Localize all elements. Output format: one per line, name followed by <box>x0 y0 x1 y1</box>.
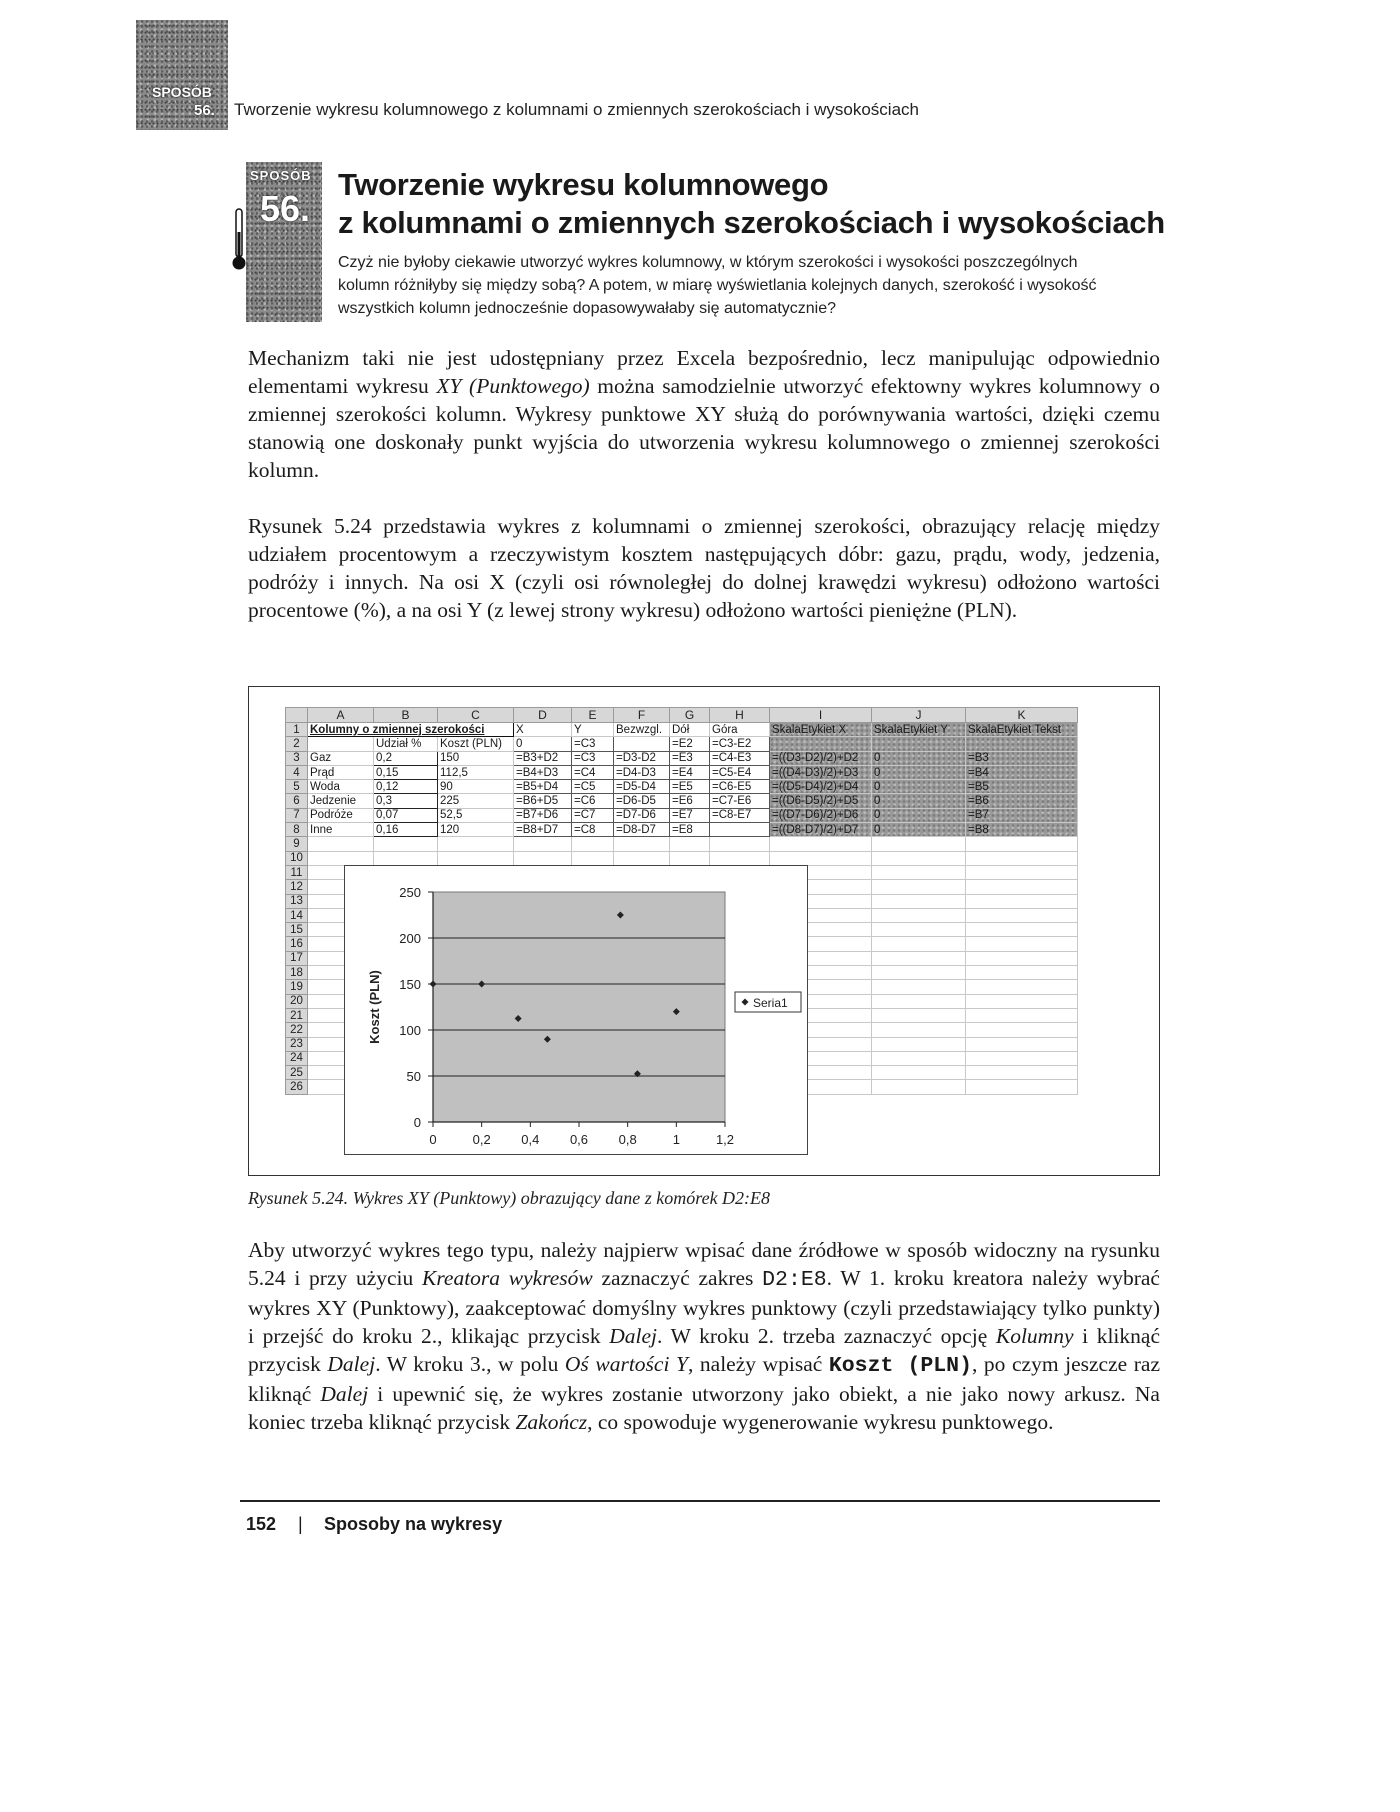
cell[interactable]: Podróże <box>308 808 374 822</box>
cell[interactable] <box>614 837 670 851</box>
cell[interactable] <box>872 1023 966 1037</box>
table-row <box>286 780 1078 794</box>
cell[interactable]: =B8+D7 <box>514 823 572 837</box>
cell[interactable] <box>374 851 438 865</box>
y-tick-label: 50 <box>406 1069 421 1084</box>
column-header-j[interactable]: J <box>872 708 966 723</box>
table-row <box>286 837 1078 851</box>
cell[interactable]: =C7 <box>572 808 614 822</box>
cell[interactable] <box>872 937 966 951</box>
cell[interactable] <box>872 837 966 851</box>
p3-em3: Kolumny <box>995 1324 1074 1348</box>
cell[interactable] <box>966 980 1078 994</box>
cell[interactable] <box>966 1051 1078 1065</box>
paragraph-1 <box>248 344 1160 484</box>
y-tick-label: 250 <box>399 885 421 900</box>
cell[interactable]: =E3 <box>670 751 710 765</box>
cell[interactable]: Koszt (PLN) <box>438 737 514 751</box>
cell[interactable]: =B5 <box>966 780 1078 794</box>
header-badge-label: SPOSÓB <box>152 84 212 100</box>
cell[interactable] <box>438 851 514 865</box>
column-header-h[interactable]: H <box>710 708 770 723</box>
column-header-g[interactable]: G <box>670 708 710 723</box>
row-header[interactable]: 2 <box>286 737 308 751</box>
row-header[interactable]: 22 <box>286 1023 308 1037</box>
cell[interactable]: 120 <box>438 823 514 837</box>
p3-t5: i kliknąć przycisk <box>248 1324 1160 1376</box>
cell[interactable] <box>614 851 670 865</box>
cell[interactable] <box>872 951 966 965</box>
cell[interactable]: =C5 <box>572 780 614 794</box>
cell[interactable] <box>966 951 1078 965</box>
row-header[interactable]: 16 <box>286 937 308 951</box>
y-tick-label: 0 <box>413 1115 421 1130</box>
cell[interactable]: =C3 <box>572 737 614 751</box>
table-row <box>286 723 1078 737</box>
p3-t9: i upewnić się, że wykres zostanie utworzony jako obiekt, a nie jako nowy arkusz. Na koniec trzeba kliknąć przycisk <box>248 1382 1160 1434</box>
cell[interactable]: =E2 <box>670 737 710 751</box>
cell[interactable] <box>966 880 1078 894</box>
page-number: 152 <box>246 1514 277 1534</box>
cell[interactable]: Inne <box>308 823 374 837</box>
cell[interactable]: =C6-E5 <box>710 780 770 794</box>
cell[interactable]: =E7 <box>670 808 710 822</box>
cell[interactable] <box>966 966 1078 980</box>
cell[interactable]: =C3 <box>572 751 614 765</box>
cell[interactable] <box>966 994 1078 1008</box>
cell[interactable]: 90 <box>438 780 514 794</box>
p3-em7: Zakończ <box>515 1410 588 1434</box>
p3-em1: Kreatora wykresów <box>422 1266 593 1290</box>
cell[interactable]: 0,2 <box>374 751 438 765</box>
row-header[interactable]: 17 <box>286 951 308 965</box>
figure-caption: Rysunek 5.24. Wykres XY (Punktowy) obrazujący dane z komórek D2:E8 <box>248 1188 771 1208</box>
y-tick-label: 200 <box>399 931 421 946</box>
cell[interactable]: =((D5-D4)/2)+D4 <box>770 780 872 794</box>
p3-t8: , po czym jeszcze raz kliknąć <box>248 1352 1160 1406</box>
x-tick-label: 0 <box>429 1132 437 1147</box>
section-badge <box>246 162 322 322</box>
cell[interactable]: =C8 <box>572 823 614 837</box>
cell[interactable]: =D4-D3 <box>614 765 670 779</box>
cell[interactable] <box>308 737 374 751</box>
table-row <box>286 765 1078 779</box>
cell[interactable] <box>872 923 966 937</box>
cell[interactable] <box>710 851 770 865</box>
legend-label: Seria1 <box>753 996 788 1010</box>
cell[interactable]: =D5-D4 <box>614 780 670 794</box>
cell[interactable]: SkalaEtykiet Tekst <box>966 723 1078 737</box>
cell[interactable]: X <box>514 723 572 737</box>
cell[interactable] <box>710 823 770 837</box>
cell[interactable]: 150 <box>438 751 514 765</box>
p3-t4: . W kroku 2. trzeba zaznaczyć opcję <box>657 1324 996 1348</box>
cell[interactable]: 0,16 <box>374 823 438 837</box>
running-title: Tworzenie wykresu kolumnowego z kolumnami o zmiennych szerokościach i wysokościach <box>234 100 919 119</box>
paragraph-3 <box>248 1236 1160 1436</box>
row-header[interactable]: 25 <box>286 1066 308 1080</box>
cell[interactable] <box>572 851 614 865</box>
p3-em2: Dalej <box>609 1324 657 1348</box>
row-header[interactable]: 12 <box>286 880 308 894</box>
column-header-b[interactable]: B <box>374 708 438 723</box>
book-title: Sposoby na wykresy <box>324 1514 503 1534</box>
cell[interactable] <box>966 851 1078 865</box>
row-header[interactable]: 10 <box>286 851 308 865</box>
cell[interactable] <box>872 1037 966 1051</box>
cell[interactable] <box>966 923 1078 937</box>
cell[interactable] <box>770 851 872 865</box>
cell[interactable]: =((D4-D3)/2)+D3 <box>770 765 872 779</box>
cell[interactable] <box>710 837 770 851</box>
cell[interactable]: Gaz <box>308 751 374 765</box>
cell[interactable] <box>872 1066 966 1080</box>
cell[interactable]: 112,5 <box>438 765 514 779</box>
row-header[interactable]: 5 <box>286 780 308 794</box>
cell[interactable] <box>308 837 374 851</box>
intro-line1: Czyż nie byłoby ciekawie utworzyć wykres kolumnowy, w którym szerokości i wysokości poszczególnych <box>338 254 1078 271</box>
p1-text-b: można samodzielnie utworzyć efektowny wykres kolumnowy o zmiennej szerokości kolumn. Wykresy punktowe XY służą do porównywania wartości, dzięki czemu stanowią one doskonały punkt wyjścia do utworzenia wykresu kolumnowego o zmiennej szerokości kolumn. <box>248 374 1160 482</box>
cell[interactable]: 0 <box>872 765 966 779</box>
p1-text-a: Mechanizm taki nie jest udostępniany przez Excela bezpośrednio, lecz manipulując odpowiednio elementami wykresu <box>248 346 1160 398</box>
table-row <box>286 851 1078 865</box>
column-header-k[interactable]: K <box>966 708 1078 723</box>
cell[interactable]: =D6-D5 <box>614 794 670 808</box>
cell[interactable]: =D8-D7 <box>614 823 670 837</box>
cell[interactable] <box>872 737 966 751</box>
cell[interactable]: =E8 <box>670 823 710 837</box>
cell[interactable] <box>966 1037 1078 1051</box>
cell[interactable]: =C5-E4 <box>710 765 770 779</box>
p3-t7: , należy wpisać <box>687 1352 829 1376</box>
cell[interactable] <box>770 837 872 851</box>
cell[interactable]: =B6+D5 <box>514 794 572 808</box>
row-header[interactable]: 11 <box>286 865 308 879</box>
x-tick-label: 1,2 <box>715 1132 735 1147</box>
column-header-a[interactable]: A <box>308 708 374 723</box>
cell[interactable] <box>966 1066 1078 1080</box>
cell[interactable] <box>966 908 1078 922</box>
p3-t3: . W 1. kroku kreatora należy wybrać wykres XY (Punktowy), zaakceptować domyślny wykres punktowy (czyli przedstawiający tylko punkty) i przejść do kroku 2., klikając przycisk <box>248 1266 1160 1348</box>
cell[interactable] <box>966 837 1078 851</box>
header-badge <box>136 20 228 130</box>
cell[interactable]: 0 <box>872 780 966 794</box>
cell[interactable] <box>872 880 966 894</box>
p3-em6: Dalej <box>320 1382 369 1406</box>
cell[interactable]: =((D8-D7)/2)+D7 <box>770 823 872 837</box>
row-header[interactable]: 18 <box>286 966 308 980</box>
table-row <box>286 737 1078 751</box>
row-header[interactable]: 24 <box>286 1051 308 1065</box>
p3-t10: , co spowoduje wygenerowanie wykresu punktowego. <box>587 1410 1054 1434</box>
cell[interactable]: =C6 <box>572 794 614 808</box>
cell[interactable] <box>872 1080 966 1094</box>
row-header[interactable]: 23 <box>286 1037 308 1051</box>
cell[interactable]: =((D6-D5)/2)+D5 <box>770 794 872 808</box>
cell[interactable]: =C4 <box>572 765 614 779</box>
cell[interactable] <box>966 1008 1078 1022</box>
cell[interactable]: 0 <box>872 751 966 765</box>
cell[interactable] <box>872 908 966 922</box>
cell[interactable] <box>872 851 966 865</box>
cell[interactable]: 0 <box>872 823 966 837</box>
cell[interactable]: =C3-E2 <box>710 737 770 751</box>
cell[interactable] <box>872 966 966 980</box>
x-tick-label: 0,6 <box>569 1132 589 1147</box>
cell[interactable]: 0,12 <box>374 780 438 794</box>
cell[interactable]: =E6 <box>670 794 710 808</box>
table-row <box>286 794 1078 808</box>
cell[interactable]: =((D3-D2)/2)+D2 <box>770 751 872 765</box>
cell[interactable] <box>308 851 374 865</box>
cell[interactable] <box>966 937 1078 951</box>
cell[interactable] <box>872 994 966 1008</box>
cell[interactable]: =B5+D4 <box>514 780 572 794</box>
x-tick-label: 1 <box>672 1132 680 1147</box>
cell[interactable]: =B6 <box>966 794 1078 808</box>
table-row <box>286 808 1078 822</box>
row-header[interactable]: 6 <box>286 794 308 808</box>
footer-separator: | <box>298 1514 303 1534</box>
intro-line3: wszystkich kolumn jednocześnie dopasowywałaby się automatycznie? <box>338 300 837 317</box>
column-header-c[interactable]: C <box>438 708 514 723</box>
chart-object[interactable] <box>344 865 808 1155</box>
p3-t1: Aby utworzyć wykres tego typu, należy najpierw wpisać dane źródłowe w sposób widoczny na rysunku 5.24 i przy użyciu <box>248 1238 1160 1290</box>
cell[interactable]: 0 <box>872 794 966 808</box>
cell[interactable] <box>770 737 872 751</box>
cell[interactable]: 0 <box>872 808 966 822</box>
cell[interactable] <box>872 1008 966 1022</box>
cell[interactable]: =D3-D2 <box>614 751 670 765</box>
scatter-chart <box>345 866 807 1154</box>
x-tick-label: 0,4 <box>521 1132 540 1147</box>
cell[interactable]: =C4-E3 <box>710 751 770 765</box>
cell[interactable]: =B3 <box>966 751 1078 765</box>
cell[interactable]: 0,3 <box>374 794 438 808</box>
cell[interactable] <box>514 851 572 865</box>
cell[interactable]: =E4 <box>670 765 710 779</box>
cell[interactable]: 0,07 <box>374 808 438 822</box>
intro-line2: kolumn różniłyby się między sobą? A potem, w miarę wyświetlania kolejnych danych, szerokość i wysokość <box>338 277 1097 294</box>
cell[interactable]: =C7-E6 <box>710 794 770 808</box>
y-tick-label: 150 <box>399 977 421 992</box>
cell[interactable]: Prąd <box>308 765 374 779</box>
cell[interactable] <box>670 837 710 851</box>
section-title-line2: z kolumnami o zmiennych szerokościach i wysokościach <box>338 205 1165 240</box>
cell[interactable] <box>966 737 1078 751</box>
cell[interactable]: Bezwzgl. <box>614 723 670 737</box>
row-header[interactable]: 14 <box>286 908 308 922</box>
cell[interactable] <box>614 737 670 751</box>
cell[interactable]: 52,5 <box>438 808 514 822</box>
cell[interactable]: =B7+D6 <box>514 808 572 822</box>
cell[interactable] <box>374 837 438 851</box>
corner-cell[interactable] <box>286 708 308 723</box>
x-tick-label: 0,8 <box>618 1132 637 1147</box>
cell[interactable]: =B7 <box>966 808 1078 822</box>
cell[interactable]: Y <box>572 723 614 737</box>
column-header-e[interactable]: E <box>572 708 614 723</box>
cell[interactable]: 0 <box>514 737 572 751</box>
cell[interactable]: SkalaEtykiet X <box>770 723 872 737</box>
cell[interactable] <box>438 837 514 851</box>
cell[interactable]: Góra <box>710 723 770 737</box>
cell[interactable]: =((D7-D6)/2)+D6 <box>770 808 872 822</box>
cell[interactable]: =B4 <box>966 765 1078 779</box>
cell[interactable]: Jedzenie <box>308 794 374 808</box>
cell[interactable] <box>966 1023 1078 1037</box>
cell[interactable]: =B8 <box>966 823 1078 837</box>
cell[interactable]: 225 <box>438 794 514 808</box>
p3-em4: Dalej <box>327 1352 376 1376</box>
section-badge-label: SPOSÓB <box>250 168 312 183</box>
row-header[interactable]: 3 <box>286 751 308 765</box>
plot-area <box>433 892 725 1122</box>
p1-emphasis: XY (Punktowego) <box>436 374 590 398</box>
cell[interactable]: =E5 <box>670 780 710 794</box>
section-title-line1: Tworzenie wykresu kolumnowego <box>338 167 829 202</box>
cell[interactable]: =C8-E7 <box>710 808 770 822</box>
cell[interactable] <box>966 894 1078 908</box>
p3-em5: Oś wartości Y <box>564 1352 688 1376</box>
cell[interactable] <box>872 894 966 908</box>
cell[interactable]: Kolumny o zmiennej szerokości <box>308 723 514 737</box>
table-row <box>286 751 1078 765</box>
figure-5-24 <box>248 686 1160 1176</box>
thermometer-icon <box>232 208 246 272</box>
footer-rule <box>240 1500 1160 1502</box>
y-tick-label: 100 <box>399 1023 421 1038</box>
cell[interactable] <box>872 865 966 879</box>
paragraph-2: Rysunek 5.24 przedstawia wykres z kolumnami o zmiennej szerokości, obrazujący relację między udziałem procentowym a rzeczywistym kosztem następujących dóbr: gazu, prądu, wody, jedzenia, podróży i innych. Na osi X (czyli osi równoległej do dolnej krawędzi wykresu) odłożono wartości procentowe (%), a na osi Y (z lewej strony wykresu) odłożono wartości pieniężne (PLN). <box>248 514 1160 622</box>
section-badge-number: 56. <box>260 188 311 229</box>
row-header[interactable]: 8 <box>286 823 308 837</box>
row-header[interactable]: 4 <box>286 765 308 779</box>
column-header-d[interactable]: D <box>514 708 572 723</box>
cell[interactable] <box>514 837 572 851</box>
cell[interactable] <box>966 865 1078 879</box>
y-axis-label: Koszt (PLN) <box>367 970 382 1044</box>
header-badge-number: 56. <box>194 102 215 119</box>
p3-code1: D2:E8 <box>762 1268 827 1292</box>
cell[interactable] <box>872 1051 966 1065</box>
row-header[interactable]: 20 <box>286 994 308 1008</box>
cell[interactable]: Dół <box>670 723 710 737</box>
row-header[interactable]: 9 <box>286 837 308 851</box>
cell[interactable] <box>670 851 710 865</box>
cell[interactable]: 0,15 <box>374 765 438 779</box>
cell[interactable]: =B3+D2 <box>514 751 572 765</box>
row-header[interactable]: 1 <box>286 723 308 737</box>
cell[interactable]: =D7-D6 <box>614 808 670 822</box>
table-row <box>286 823 1078 837</box>
cell[interactable] <box>872 980 966 994</box>
x-tick-label: 0,2 <box>472 1132 491 1147</box>
column-header-i[interactable]: I <box>770 708 872 723</box>
p3-code2: Koszt (PLN) <box>828 1354 972 1378</box>
row-header[interactable]: 15 <box>286 923 308 937</box>
cell[interactable] <box>966 1080 1078 1094</box>
p3-t2: zaznaczyć zakres <box>592 1266 763 1290</box>
cell[interactable]: Udział % <box>374 737 438 751</box>
cell[interactable]: Woda <box>308 780 374 794</box>
row-header[interactable]: 7 <box>286 808 308 822</box>
row-header[interactable]: 13 <box>286 894 308 908</box>
cell[interactable]: SkalaEtykiet Y <box>872 723 966 737</box>
row-header[interactable]: 21 <box>286 1008 308 1022</box>
cell[interactable]: =B4+D3 <box>514 765 572 779</box>
p3-t6: . W kroku 3., w polu <box>375 1352 565 1376</box>
column-header-f[interactable]: F <box>614 708 670 723</box>
row-header[interactable]: 19 <box>286 980 308 994</box>
cell[interactable] <box>572 837 614 851</box>
row-header[interactable]: 26 <box>286 1080 308 1094</box>
